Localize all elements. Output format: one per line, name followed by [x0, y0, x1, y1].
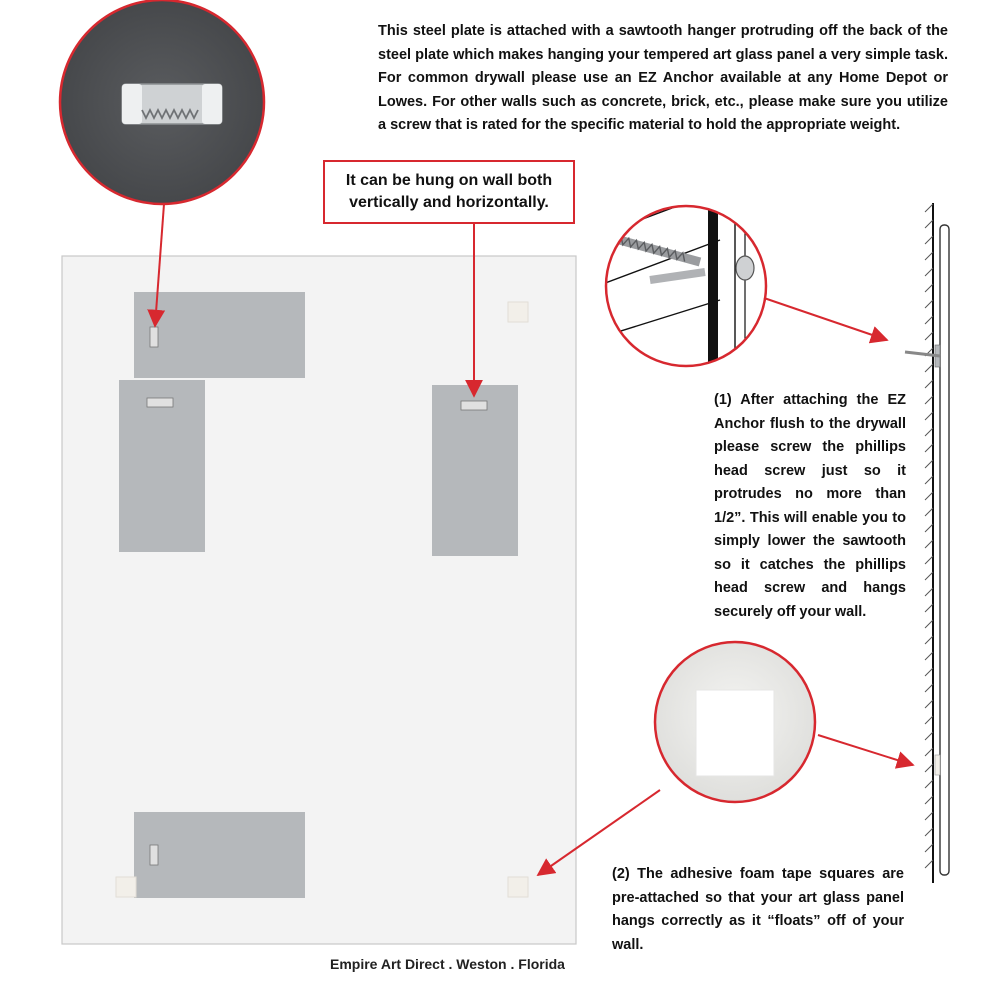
steel-plate-left-vertical [119, 380, 205, 552]
steel-plate-top-horizontal [134, 292, 305, 378]
foam-pad-top-right [508, 302, 528, 322]
steel-plate-bottom-horizontal [134, 812, 305, 898]
steel-plate-right-vertical [432, 385, 518, 556]
arrow-anchor-to-wall [764, 298, 887, 340]
foam-pad-bottom-right [508, 877, 528, 897]
foam-pad-zoom [655, 642, 815, 802]
orientation-callout: It can be hung on wall both vertically and horizontally. [323, 160, 575, 224]
intro-instructions: This steel plate is attached with a sawtooth hanger protruding off the back of the steel plate which makes hanging your tempered art glass panel a very simple task. For common drywall please use an EZ Anchor available at any Home Depot or Lowes. For other walls such as concrete, brick, etc., please make sure you utilize a screw that is rated for the specific material to hold the appropriate weight. [378, 23, 948, 133]
wall-side-profile [905, 203, 949, 883]
foam-pad-bottom-left [116, 877, 136, 897]
step-1-instructions: (1) After attaching the EZ Anchor flush to the drywall please screw the phillips head screw just so it protrudes no more than 1/2”. This will enable you to simply lower the sawtooth so it catches the phillips head screw and hangs securely off your wall. [714, 392, 906, 620]
step-2-instructions: (2) The adhesive foam tape squares are pre-attached so that your art glass panel hangs correctly as it “floats” off of your wall. [612, 866, 904, 953]
arrow-foam-to-wall [818, 735, 913, 765]
sawtooth-hanger-zoom [60, 0, 264, 204]
anchor-screw-zoom [560, 150, 788, 410]
company-footer: Empire Art Direct . Weston . Florida [330, 956, 565, 972]
